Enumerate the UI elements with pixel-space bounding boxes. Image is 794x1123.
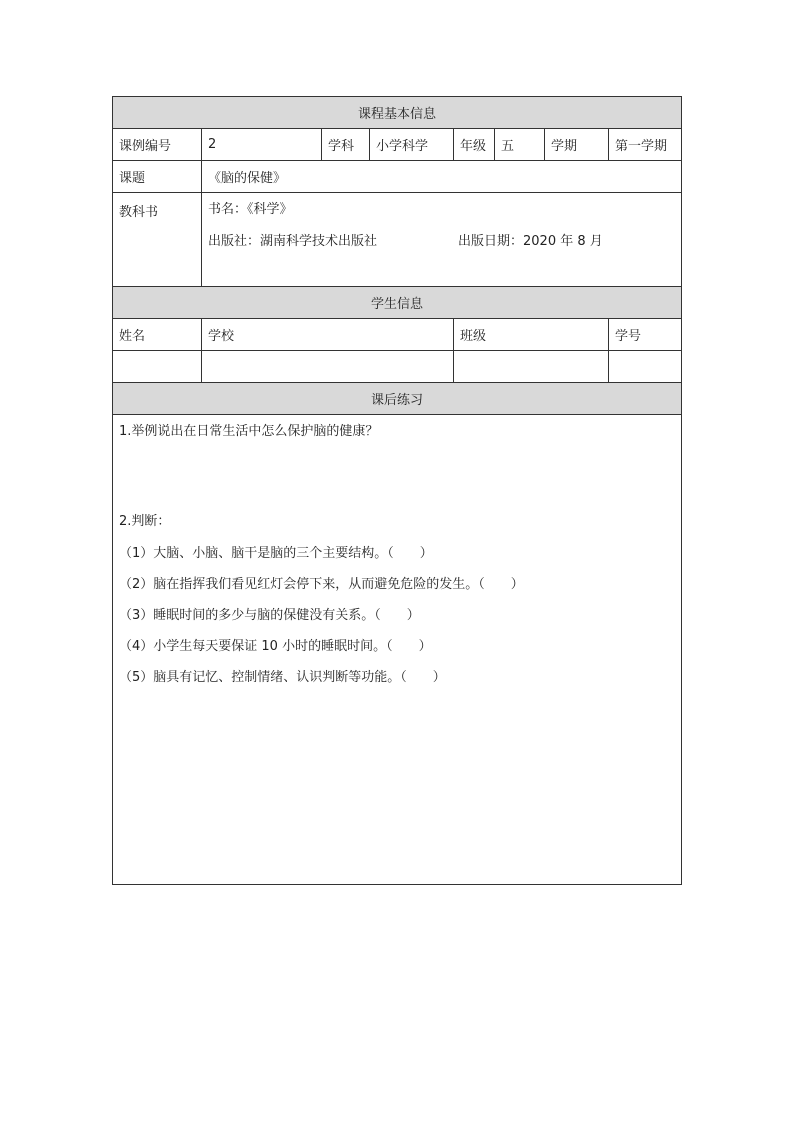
book-name: 书名：《科学》 [208, 202, 293, 217]
case-no-value: 2 [202, 129, 322, 161]
basic-info-header: 课程基本信息 [113, 97, 682, 129]
question-2-title: 2.判断： [119, 514, 171, 529]
judge-item: （2）脑在指挥我们看见红灯会停下来，从而避免危险的发生。（ ） [119, 577, 524, 592]
case-no-label: 课例编号 [113, 129, 202, 161]
name-field[interactable] [113, 351, 202, 383]
topic-label: 课题 [113, 161, 202, 193]
student-info-header: 学生信息 [113, 287, 682, 319]
grade-value: 五 [495, 129, 545, 161]
id-label: 学号 [609, 319, 682, 351]
name-label: 姓名 [113, 319, 202, 351]
term-label: 学期 [545, 129, 609, 161]
info-table [112, 96, 682, 415]
judge-item: （1）大脑、小脑、脑干是脑的三个主要结构。（ ） [119, 546, 433, 561]
textbook-details [202, 193, 682, 287]
school-label: 学校 [202, 319, 454, 351]
publisher: 出版社：湖南科学技术出版社 [208, 234, 378, 249]
subject-value: 小学科学 [370, 129, 454, 161]
exercise-header: 课后练习 [113, 383, 682, 415]
exercise-body [113, 417, 681, 706]
judge-item: （4）小学生每天要保证 10 小时的睡眠时间。（ ） [119, 639, 432, 654]
topic-value: 《脑的保健》 [202, 161, 682, 193]
worksheet [112, 96, 682, 885]
textbook-label: 教科书 [113, 193, 202, 287]
id-field[interactable] [609, 351, 682, 383]
publisher-row [208, 233, 675, 251]
term-value: 第一学期 [609, 129, 682, 161]
judge-item: （5）脑具有记忆、控制情绪、认识判断等功能。（ ） [119, 670, 446, 685]
class-field[interactable] [454, 351, 609, 383]
class-label: 班级 [454, 319, 609, 351]
question-1: 1.举例说出在日常生活中怎么保护脑的健康？ [119, 424, 379, 439]
school-field[interactable] [202, 351, 454, 383]
pub-date: 出版日期：2020 年 8 月 [458, 234, 603, 249]
subject-label: 学科 [322, 129, 370, 161]
grade-label: 年级 [454, 129, 495, 161]
judge-item: （3）睡眠时间的多少与脑的保健没有关系。（ ） [119, 608, 420, 623]
